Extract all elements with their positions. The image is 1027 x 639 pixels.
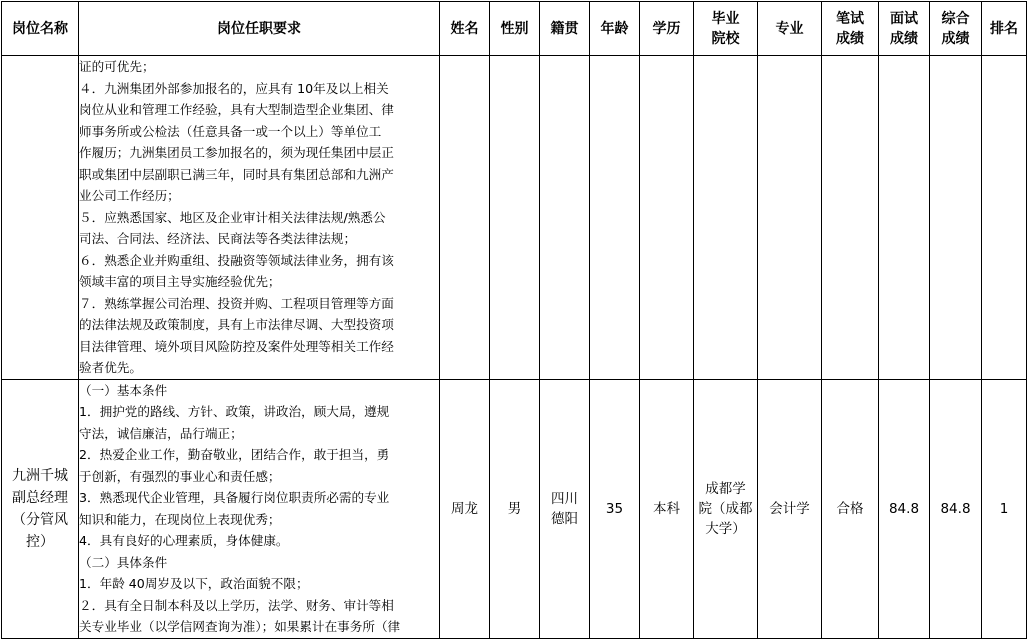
requirement-line: 司法、合同法、经济法、民商法等各类法律法规； bbox=[79, 231, 357, 246]
header-written-line2: 成绩 bbox=[836, 30, 864, 47]
row1-position-cell bbox=[2, 56, 79, 380]
requirement-line: 知识和能力，在现岗位上表现优秀； bbox=[79, 511, 281, 527]
position-line: 控） bbox=[26, 533, 54, 550]
position-line: （分管风 bbox=[12, 511, 68, 528]
requirement-line: （一）基本条件 bbox=[79, 382, 168, 398]
row1-rank-cell bbox=[982, 56, 1027, 380]
requirement-line: ７．熟练掌握公司治理、投资并购、工程项目管理等方面 bbox=[79, 295, 394, 311]
row2-written-cell: 合格 bbox=[822, 379, 879, 638]
candidate-table bbox=[1, 1, 1027, 639]
header-gender: 性别 bbox=[490, 2, 540, 56]
requirement-line: 3．熟悉现代企业管理，具备履行岗位职责所必需的专业 bbox=[79, 490, 390, 505]
row2-education-cell: 本科 bbox=[640, 379, 694, 638]
requirement-line: ４．九洲集团外部参加报名的，应具有 10年及以上相关 bbox=[79, 80, 389, 96]
header-overall bbox=[930, 2, 982, 56]
header-interview-line1: 面试 bbox=[890, 10, 918, 27]
header-interview-line2: 成绩 bbox=[890, 30, 918, 47]
school-line: 大学） bbox=[705, 520, 746, 537]
row2-school-cell bbox=[694, 379, 758, 638]
row2-rank-cell: 1 bbox=[982, 379, 1027, 638]
requirement-line: 师事务所或公检法（任意具备一或一个以上）等单位工 bbox=[79, 123, 382, 139]
requirement-line: 职或集团中层副职已满三年，同时具有集团总部和九洲产 bbox=[79, 166, 394, 182]
header-row bbox=[2, 2, 1027, 56]
row1-education-cell bbox=[640, 56, 694, 380]
header-name: 姓名 bbox=[440, 2, 490, 56]
requirement-line: ２．具有全日制本科及以上学历，法学、财务、审计等相 bbox=[79, 597, 394, 613]
school-line: 成都学 bbox=[705, 480, 746, 497]
requirement-line: 守法，诚信廉洁，品行端正； bbox=[79, 425, 243, 441]
row2-interview-cell: 84.8 bbox=[879, 379, 930, 638]
header-requirements: 岗位任职要求 bbox=[79, 2, 440, 56]
header-major: 专业 bbox=[758, 2, 822, 56]
requirement-line: 于创新，有强烈的事业心和责任感； bbox=[79, 468, 281, 484]
row1-name-cell bbox=[440, 56, 490, 380]
row1-requirements-cell bbox=[79, 56, 440, 380]
header-written-line1: 笔试 bbox=[836, 10, 864, 27]
header-age: 年龄 bbox=[590, 2, 640, 56]
school-line: 院（成都 bbox=[698, 500, 753, 517]
header-school-line2: 院校 bbox=[711, 30, 740, 47]
row2-requirements-cell bbox=[79, 379, 440, 638]
row1-native-cell bbox=[540, 56, 590, 380]
row1-school-cell bbox=[694, 56, 758, 380]
requirement-line: 的法律法规及政策制度，具有上市法律尽调、大型投资项 bbox=[79, 317, 394, 332]
header-native-place: 籍贯 bbox=[540, 2, 590, 56]
row2-major-cell: 会计学 bbox=[758, 379, 822, 638]
table-row bbox=[2, 379, 1027, 638]
requirement-line: ６．熟悉企业并购重组、投融资等领域法律业务，拥有该 bbox=[79, 252, 394, 268]
table-row bbox=[2, 56, 1027, 380]
header-school-line1: 毕业 bbox=[711, 10, 740, 27]
row1-interview-cell bbox=[879, 56, 930, 380]
header-overall-line1: 综合 bbox=[941, 10, 970, 27]
row1-major-cell bbox=[758, 56, 822, 380]
requirement-line: 岗位从业和管理工作经验，具有大型制造型企业集团、律 bbox=[79, 102, 394, 117]
native-line2: 德阳 bbox=[551, 510, 578, 527]
row2-native-cell bbox=[540, 379, 590, 638]
row2-name-cell: 周龙 bbox=[440, 379, 490, 638]
header-position-name: 岗位名称 bbox=[2, 2, 79, 56]
requirement-line: （二）具体条件 bbox=[79, 554, 168, 570]
header-written bbox=[822, 2, 879, 56]
requirement-line: 1．年龄 40周岁及以下，政治面貌不限； bbox=[79, 576, 309, 591]
native-line1: 四川 bbox=[551, 490, 578, 507]
row1-overall-cell bbox=[930, 56, 982, 380]
requirement-line: ５．应熟悉国家、地区及企业审计相关法律法规/熟悉公 bbox=[79, 209, 386, 225]
requirement-line: 作履历；九洲集团员工参加报名的，须为现任集团中层正 bbox=[79, 145, 394, 160]
requirement-line: 领域丰富的项目主导实施经验优先； bbox=[79, 274, 281, 289]
header-interview bbox=[879, 2, 930, 56]
row2-age-cell: 35 bbox=[590, 379, 640, 638]
position-line: 九洲千城 bbox=[12, 467, 68, 484]
header-school bbox=[694, 2, 758, 56]
row1-age-cell bbox=[590, 56, 640, 380]
position-line: 副总经理 bbox=[12, 489, 68, 506]
header-overall-line2: 成绩 bbox=[941, 30, 970, 47]
row1-gender-cell bbox=[490, 56, 540, 380]
requirement-line: 目法律管理、境外项目风险防控及案件处理等相关工作经 bbox=[79, 338, 394, 354]
requirement-line: 1．拥护党的路线、方针、政策，讲政治，顾大局，遵规 bbox=[79, 404, 390, 419]
requirement-line: 2．热爱企业工作，勤奋敬业，团结合作，敢于担当，勇 bbox=[79, 447, 390, 462]
row2-gender-cell: 男 bbox=[490, 379, 540, 638]
row2-position-cell bbox=[2, 379, 79, 638]
header-rank: 排名 bbox=[982, 2, 1027, 56]
requirement-line: 证的可优先； bbox=[79, 59, 155, 74]
requirement-line: 业公司工作经历； bbox=[79, 188, 180, 203]
row1-written-cell bbox=[822, 56, 879, 380]
requirement-line: 关专业毕业（以学信网查询为准）；如果累计在事务所（律 bbox=[79, 619, 401, 634]
row2-overall-cell: 84.8 bbox=[930, 379, 982, 638]
requirement-line: 4．具有良好的心理素质，身体健康。 bbox=[79, 533, 289, 548]
requirement-line: 验者优先。 bbox=[79, 360, 142, 375]
header-education: 学历 bbox=[640, 2, 694, 56]
